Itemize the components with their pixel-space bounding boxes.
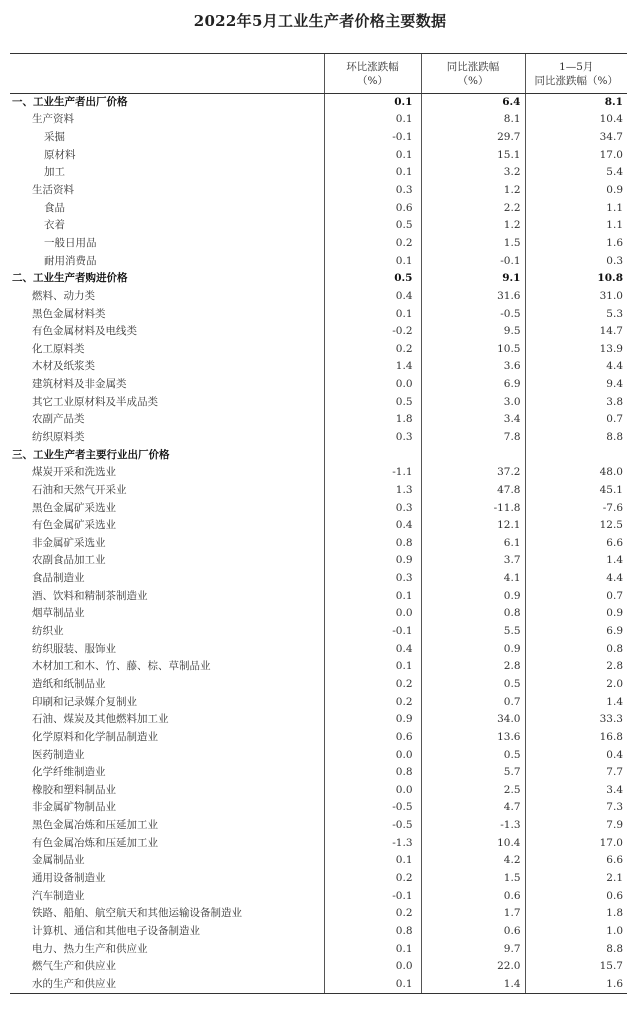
- row-ytd-value: 1.4: [525, 552, 627, 570]
- row-mom-value: 0.3: [324, 429, 421, 447]
- row-ytd-value: 1.8: [525, 905, 627, 923]
- table-row: [10, 764, 627, 782]
- table-row: [10, 146, 627, 164]
- row-mom-value: -0.1: [324, 129, 421, 147]
- table-row: [10, 270, 627, 288]
- row-mom-value: 0.5: [324, 393, 421, 411]
- row-label: 其它工业原材料及半成品类: [32, 395, 158, 408]
- row-ytd-value: 0.7: [525, 587, 627, 605]
- row-yoy-value: 9.5: [421, 323, 525, 341]
- row-label: 非金属矿物制品业: [32, 801, 116, 814]
- row-ytd-value: 0.7: [525, 411, 627, 429]
- row-mom-value: 0.2: [324, 676, 421, 694]
- row-mom-value: 0.4: [324, 288, 421, 306]
- table-row: [10, 852, 627, 870]
- row-mom-value: 0.1: [324, 146, 421, 164]
- row-yoy-value: 0.5: [421, 746, 525, 764]
- row-mom-value: 1.3: [324, 482, 421, 500]
- row-yoy-value: -1.3: [421, 817, 525, 835]
- row-label: 橡胶和塑料制品业: [32, 783, 116, 796]
- table-row: [10, 288, 627, 306]
- row-mom-value: 0.8: [324, 923, 421, 941]
- header-item-blank: [10, 54, 324, 94]
- row-ytd-value: 31.0: [525, 288, 627, 306]
- row-ytd-value: 0.8: [525, 640, 627, 658]
- table-row: [10, 358, 627, 376]
- row-ytd-value: 8.8: [525, 429, 627, 447]
- table-row: [10, 94, 627, 112]
- row-label: 一般日用品: [44, 236, 97, 249]
- header-mom-line2: （%）: [357, 74, 388, 87]
- row-yoy-value: 22.0: [421, 958, 525, 976]
- row-ytd-value: 4.4: [525, 358, 627, 376]
- table-row: [10, 164, 627, 182]
- header-mom-line1: 环比涨跌幅: [346, 60, 399, 73]
- row-ytd-value: 7.9: [525, 817, 627, 835]
- table-row: [10, 499, 627, 517]
- table-row: [10, 570, 627, 588]
- row-mom-value: 0.0: [324, 746, 421, 764]
- table-row: [10, 340, 627, 358]
- row-yoy-value: 1.5: [421, 235, 525, 253]
- table-row: [10, 711, 627, 729]
- row-label: 计算机、通信和其他电子设备制造业: [32, 924, 200, 937]
- table-row: [10, 199, 627, 217]
- row-label: 加工: [44, 166, 65, 179]
- row-ytd-value: 1.0: [525, 923, 627, 941]
- row-mom-value: 0.0: [324, 376, 421, 394]
- row-yoy-value: 2.8: [421, 658, 525, 676]
- table-body: [10, 94, 627, 994]
- row-ytd-value: 2.1: [525, 870, 627, 888]
- row-ytd-value: 5.3: [525, 305, 627, 323]
- row-ytd-value: 1.1: [525, 199, 627, 217]
- table-row: [10, 887, 627, 905]
- row-mom-value: 0.4: [324, 640, 421, 658]
- table-row: [10, 517, 627, 535]
- row-ytd-value: 6.6: [525, 852, 627, 870]
- table-row: [10, 923, 627, 941]
- row-ytd-value: 1.4: [525, 693, 627, 711]
- row-yoy-value: [421, 446, 525, 464]
- table-row: [10, 482, 627, 500]
- row-mom-value: 0.1: [324, 305, 421, 323]
- row-label: 石油和天然气开采业: [32, 483, 127, 496]
- row-yoy-value: -11.8: [421, 499, 525, 517]
- row-yoy-value: 1.2: [421, 182, 525, 200]
- row-label: 通用设备制造业: [32, 872, 106, 884]
- row-ytd-value: 17.0: [525, 834, 627, 852]
- row-ytd-value: 3.8: [525, 393, 627, 411]
- row-ytd-value: 15.7: [525, 958, 627, 976]
- row-label: 二、工业生产者购进价格: [12, 272, 128, 285]
- table-row: [10, 393, 627, 411]
- header-ytd-line2: 同比涨跌幅（%）: [534, 74, 618, 87]
- row-label: 农副产品类: [32, 413, 85, 426]
- table-row: [10, 729, 627, 747]
- row-yoy-value: 29.7: [421, 129, 525, 147]
- row-mom-value: 0.2: [324, 693, 421, 711]
- row-ytd-value: 2.0: [525, 676, 627, 694]
- row-yoy-value: 0.9: [421, 640, 525, 658]
- header-mom: [324, 54, 421, 94]
- row-ytd-value: 14.7: [525, 323, 627, 341]
- row-mom-value: [324, 446, 421, 464]
- table-row: [10, 535, 627, 553]
- row-ytd-value: [525, 446, 627, 464]
- row-mom-value: 0.6: [324, 199, 421, 217]
- row-label: 一、工业生产者出厂价格: [12, 96, 128, 109]
- row-mom-value: 0.1: [324, 658, 421, 676]
- row-ytd-value: 7.7: [525, 764, 627, 782]
- row-mom-value: 0.3: [324, 182, 421, 200]
- row-label: 黑色金属冶炼和压延加工业: [32, 819, 158, 832]
- row-yoy-value: 4.1: [421, 570, 525, 588]
- row-label: 建筑材料及非金属类: [32, 378, 127, 391]
- table-row: [10, 817, 627, 835]
- row-label: 食品制造业: [32, 572, 85, 585]
- row-mom-value: 1.4: [324, 358, 421, 376]
- row-yoy-value: 6.9: [421, 376, 525, 394]
- table-row: [10, 235, 627, 253]
- header-ytd: [525, 54, 627, 94]
- row-yoy-value: 10.5: [421, 340, 525, 358]
- row-yoy-value: 37.2: [421, 464, 525, 482]
- row-mom-value: -0.2: [324, 323, 421, 341]
- row-label: 生活资料: [32, 184, 74, 197]
- row-yoy-value: 8.1: [421, 111, 525, 129]
- row-mom-value: 0.2: [324, 340, 421, 358]
- row-mom-value: 0.2: [324, 235, 421, 253]
- header-yoy-line2: （%）: [457, 74, 489, 87]
- row-ytd-value: 1.1: [525, 217, 627, 235]
- row-label: 衣着: [44, 219, 65, 232]
- row-label: 印刷和记录媒介复制业: [32, 695, 137, 708]
- row-ytd-value: 48.0: [525, 464, 627, 482]
- row-label: 有色金属冶炼和压延加工业: [32, 836, 158, 849]
- row-label: 有色金属矿采选业: [32, 519, 116, 532]
- table-row: [10, 217, 627, 235]
- row-yoy-value: 9.1: [421, 270, 525, 288]
- table-row: [10, 958, 627, 976]
- row-label: 耐用消费品: [44, 254, 97, 267]
- row-ytd-value: 7.3: [525, 799, 627, 817]
- row-mom-value: 0.9: [324, 552, 421, 570]
- row-yoy-value: -0.5: [421, 305, 525, 323]
- row-yoy-value: 1.7: [421, 905, 525, 923]
- row-yoy-value: 6.1: [421, 535, 525, 553]
- row-mom-value: -0.5: [324, 817, 421, 835]
- row-yoy-value: 3.4: [421, 411, 525, 429]
- row-yoy-value: 0.6: [421, 923, 525, 941]
- row-label: 非金属矿采选业: [32, 536, 106, 549]
- row-ytd-value: 1.6: [525, 235, 627, 253]
- row-yoy-value: 34.0: [421, 711, 525, 729]
- row-mom-value: 0.0: [324, 605, 421, 623]
- row-yoy-value: -0.1: [421, 252, 525, 270]
- row-mom-value: 0.1: [324, 94, 421, 112]
- row-label: 燃气生产和供应业: [32, 960, 116, 973]
- table-row: [10, 905, 627, 923]
- row-label: 酒、饮料和精制茶制造业: [32, 589, 148, 602]
- row-mom-value: 0.5: [324, 217, 421, 235]
- row-yoy-value: 15.1: [421, 146, 525, 164]
- row-label: 纺织原料类: [32, 430, 85, 443]
- table-row: [10, 834, 627, 852]
- row-label: 黑色金属矿采选业: [32, 501, 116, 514]
- row-yoy-value: 9.7: [421, 940, 525, 958]
- row-yoy-value: 3.6: [421, 358, 525, 376]
- row-yoy-value: 5.5: [421, 623, 525, 641]
- row-yoy-value: 2.2: [421, 199, 525, 217]
- row-ytd-value: 0.3: [525, 252, 627, 270]
- row-yoy-value: 7.8: [421, 429, 525, 447]
- row-mom-value: 1.8: [324, 411, 421, 429]
- row-ytd-value: 33.3: [525, 711, 627, 729]
- row-label: 有色金属材料及电线类: [32, 325, 137, 338]
- row-mom-value: 0.1: [324, 587, 421, 605]
- table-row: [10, 976, 627, 994]
- row-ytd-value: 6.6: [525, 535, 627, 553]
- table-row: [10, 781, 627, 799]
- row-ytd-value: 2.8: [525, 658, 627, 676]
- row-ytd-value: 0.9: [525, 182, 627, 200]
- row-mom-value: 0.0: [324, 958, 421, 976]
- row-ytd-value: 3.4: [525, 781, 627, 799]
- row-yoy-value: 4.2: [421, 852, 525, 870]
- table-row: [10, 376, 627, 394]
- row-yoy-value: 2.5: [421, 781, 525, 799]
- row-label: 造纸和纸制品业: [32, 677, 106, 690]
- table-row: [10, 799, 627, 817]
- row-ytd-value: 0.6: [525, 887, 627, 905]
- row-ytd-value: 6.9: [525, 623, 627, 641]
- row-label: 汽车制造业: [32, 889, 85, 902]
- row-label: 黑色金属材料类: [32, 307, 106, 320]
- row-ytd-value: 13.9: [525, 340, 627, 358]
- row-mom-value: 0.2: [324, 870, 421, 888]
- row-ytd-value: 9.4: [525, 376, 627, 394]
- row-yoy-value: 12.1: [421, 517, 525, 535]
- row-label: 石油、煤炭及其他燃料加工业: [32, 713, 169, 726]
- row-mom-value: 0.1: [324, 940, 421, 958]
- row-label: 食品: [44, 201, 65, 214]
- row-label: 水的生产和供应业: [10, 976, 324, 994]
- row-ytd-value: 8.1: [525, 94, 627, 112]
- row-mom-value: 0.8: [324, 535, 421, 553]
- table-row: [10, 323, 627, 341]
- row-ytd-value: 5.4: [525, 164, 627, 182]
- row-ytd-value: 8.8: [525, 940, 627, 958]
- table-row: [10, 693, 627, 711]
- row-ytd-value: 1.6: [525, 976, 627, 994]
- row-ytd-value: 17.0: [525, 146, 627, 164]
- table-row: [10, 640, 627, 658]
- table-row: [10, 111, 627, 129]
- table-row: [10, 446, 627, 464]
- row-label: 木材及纸浆类: [32, 360, 95, 373]
- header-ytd-line1: 1—5月: [559, 60, 594, 73]
- row-mom-value: -1.1: [324, 464, 421, 482]
- row-yoy-value: 4.7: [421, 799, 525, 817]
- row-mom-value: -0.1: [324, 887, 421, 905]
- row-label: 采掘: [44, 131, 65, 144]
- row-mom-value: 0.8: [324, 764, 421, 782]
- table-row: [10, 658, 627, 676]
- row-label: 化工原料类: [32, 342, 85, 355]
- row-ytd-value: 34.7: [525, 129, 627, 147]
- row-mom-value: 0.6: [324, 729, 421, 747]
- row-label: 三、工业生产者主要行业出厂价格: [12, 448, 170, 461]
- row-mom-value: 0.5: [324, 270, 421, 288]
- row-label: 农副食品加工业: [32, 554, 106, 567]
- row-yoy-value: 1.4: [421, 976, 525, 994]
- row-label: 燃料、动力类: [32, 289, 95, 302]
- row-yoy-value: 1.5: [421, 870, 525, 888]
- row-label: 生产资料: [32, 113, 74, 126]
- row-label: 铁路、船舶、航空航天和其他运输设备制造业: [32, 907, 242, 920]
- row-mom-value: 0.1: [324, 852, 421, 870]
- row-yoy-value: 1.2: [421, 217, 525, 235]
- row-yoy-value: 3.0: [421, 393, 525, 411]
- row-yoy-value: 47.8: [421, 482, 525, 500]
- row-yoy-value: 10.4: [421, 834, 525, 852]
- table-row: [10, 587, 627, 605]
- table-row: [10, 676, 627, 694]
- row-mom-value: 0.9: [324, 711, 421, 729]
- table-row: [10, 182, 627, 200]
- row-mom-value: 0.1: [324, 164, 421, 182]
- table-row: [10, 129, 627, 147]
- row-label: 金属制品业: [32, 854, 85, 867]
- row-label: 烟草制品业: [32, 607, 85, 620]
- row-label: 化学纤维制造业: [32, 766, 106, 779]
- row-ytd-value: -7.6: [525, 499, 627, 517]
- header-yoy: [421, 54, 525, 94]
- row-yoy-value: 5.7: [421, 764, 525, 782]
- table-row: [10, 870, 627, 888]
- row-yoy-value: 0.5: [421, 676, 525, 694]
- row-mom-value: -0.1: [324, 623, 421, 641]
- row-yoy-value: 3.7: [421, 552, 525, 570]
- row-ytd-value: 16.8: [525, 729, 627, 747]
- page-title: 2022年5月工业生产者价格主要数据: [193, 12, 447, 30]
- table-row: [10, 429, 627, 447]
- row-label: 煤炭开采和洗选业: [32, 466, 116, 479]
- row-ytd-value: 10.8: [525, 270, 627, 288]
- row-label: 化学原料和化学制品制造业: [32, 730, 158, 743]
- row-ytd-value: 12.5: [525, 517, 627, 535]
- table-row: [10, 305, 627, 323]
- row-label: 电力、热力生产和供应业: [32, 942, 148, 955]
- row-ytd-value: 0.9: [525, 605, 627, 623]
- row-yoy-value: 3.2: [421, 164, 525, 182]
- table-header: [10, 54, 627, 94]
- row-mom-value: 0.1: [324, 252, 421, 270]
- row-label: 医药制造业: [32, 748, 85, 761]
- table-row: [10, 746, 627, 764]
- row-mom-value: 0.2: [324, 905, 421, 923]
- row-ytd-value: 45.1: [525, 482, 627, 500]
- row-yoy-value: 0.9: [421, 587, 525, 605]
- row-label: 木材加工和木、竹、藤、棕、草制品业: [32, 660, 211, 673]
- row-ytd-value: 0.4: [525, 746, 627, 764]
- table-row: [10, 252, 627, 270]
- row-yoy-value: 31.6: [421, 288, 525, 306]
- row-ytd-value: 4.4: [525, 570, 627, 588]
- row-ytd-value: 10.4: [525, 111, 627, 129]
- row-yoy-value: 0.8: [421, 605, 525, 623]
- table-row: [10, 411, 627, 429]
- row-yoy-value: 0.6: [421, 887, 525, 905]
- row-yoy-value: 13.6: [421, 729, 525, 747]
- row-mom-value: -1.3: [324, 834, 421, 852]
- row-label: 原材料: [44, 148, 76, 161]
- row-mom-value: 0.1: [324, 976, 421, 994]
- row-yoy-value: 6.4: [421, 94, 525, 112]
- row-mom-value: 0.0: [324, 781, 421, 799]
- row-mom-value: 0.4: [324, 517, 421, 535]
- row-label: 纺织服装、服饰业: [32, 642, 116, 655]
- row-yoy-value: 0.7: [421, 693, 525, 711]
- table-row: [10, 552, 627, 570]
- table-row: [10, 605, 627, 623]
- header-yoy-line1: 同比涨跌幅: [446, 60, 500, 73]
- table-row: [10, 940, 627, 958]
- row-mom-value: 0.3: [324, 499, 421, 517]
- row-mom-value: 0.3: [324, 570, 421, 588]
- table-row: [10, 623, 627, 641]
- price-data-table: [10, 53, 627, 994]
- row-mom-value: 0.1: [324, 111, 421, 129]
- table-row: [10, 464, 627, 482]
- row-label: 纺织业: [32, 625, 64, 638]
- row-mom-value: -0.5: [324, 799, 421, 817]
